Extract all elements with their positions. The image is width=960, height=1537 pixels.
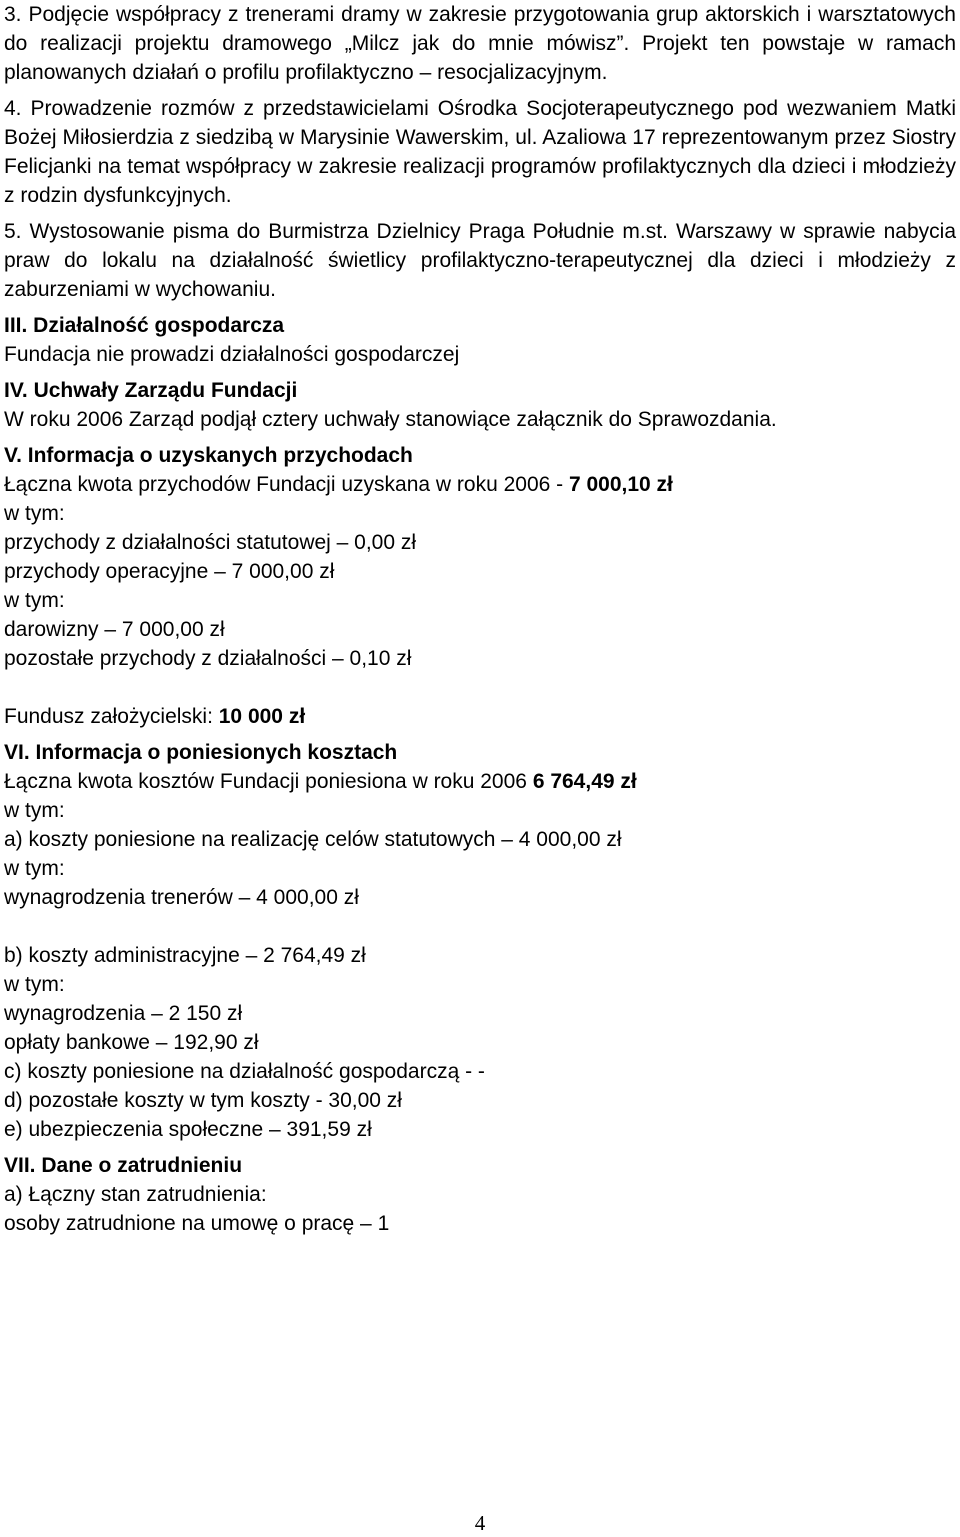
- income-w-tym-1: w tym:: [4, 502, 65, 525]
- cost-total-label: Łączna kwota kosztów Fundacji poniesiona w roku 2006: [4, 770, 533, 793]
- founding-fund: [4, 702, 956, 731]
- cost-b-administrative: b) koszty administracyjne – 2 764,49 zł: [4, 944, 366, 967]
- list-item-4: 4. Prowadzenie rozmów z przedstawicielami Ośrodka Socjoterapeutycznego pod wezwaniem Matki Bożej Miłosierdzia z siedzibą w Marysinie Wawerskim, ul. Azaliowa 17 reprezentowanym przez Siostry Felicjanki na temat współpracy w zakresie realizacji programów profilaktycznych dla dzieci i młodzieży z rodzin dysfunkcyjnych.: [4, 97, 956, 207]
- cost-total: [4, 767, 956, 796]
- income-donations: darowizny – 7 000,00 zł: [4, 618, 225, 641]
- document-page: [4, 0, 956, 1238]
- income-w-tym-2: w tym:: [4, 589, 65, 612]
- founding-fund-value: 10 000 zł: [218, 705, 306, 728]
- cost-w-tym-1: w tym:: [4, 799, 65, 822]
- cost-d-other: d) pozostałe koszty w tym koszty - 30,00 zł: [4, 1089, 402, 1112]
- cost-c-business: c) koszty poniesione na działalność gospodarczą - -: [4, 1060, 485, 1083]
- cost-w-tym-2: w tym:: [4, 857, 65, 880]
- section-3-text: Fundacja nie prowadzi działalności gospodarczej: [4, 343, 460, 366]
- income-statutory: przychody z działalności statutowej – 0,00 zł: [4, 531, 417, 554]
- founding-fund-label: Fundusz założycielski:: [4, 705, 219, 728]
- section-6-heading: VI. Informacja o poniesionych kosztach: [4, 741, 398, 764]
- section-7-heading: VII. Dane o zatrudnieniu: [4, 1154, 243, 1177]
- cost-w-tym-3: w tym:: [4, 973, 65, 996]
- cost-a-statutory: a) koszty poniesione na realizację celów statutowych – 4 000,00 zł: [4, 828, 622, 851]
- income-total-label: Łączna kwota przychodów Fundacji uzyskana w roku 2006 -: [4, 473, 569, 496]
- cost-salaries: wynagrodzenia – 2 150 zł: [4, 1002, 243, 1025]
- cost-trainers: wynagrodzenia trenerów – 4 000,00 zł: [4, 886, 359, 909]
- list-item-3: 3. Podjęcie współpracy z trenerami dramy w zakresie przygotowania grup aktorskich i warsztatowych do realizacji projektu dramowego „Milcz jak do mnie mówisz”. Projekt ten powstaje w ramach planowanych działań o profilu profilaktyczno – resocjalizacyjnym.: [4, 3, 956, 84]
- income-total: [4, 470, 956, 499]
- income-total-value: 7 000,10 zł: [568, 473, 673, 496]
- cost-bank-fees: opłaty bankowe – 192,90 zł: [4, 1031, 259, 1054]
- section-3-heading: III. Działalność gospodarcza: [4, 314, 285, 337]
- section-4-text: W roku 2006 Zarząd podjął cztery uchwały stanowiące załącznik do Sprawozdania.: [4, 408, 777, 431]
- page-number: 4: [474, 1511, 486, 1535]
- employment-a: a) Łączny stan zatrudnienia:: [4, 1183, 267, 1206]
- section-5-heading: V. Informacja o uzyskanych przychodach: [4, 444, 413, 467]
- employment-count: osoby zatrudnione na umowę o pracę – 1: [4, 1212, 390, 1235]
- list-item-5: 5. Wystosowanie pisma do Burmistrza Dzielnicy Praga Południe m.st. Warszawy w sprawie nabycia praw do lokalu na działalność świetlicy profilaktyczno-terapeutycznej dla dzieci i młodzieży z zaburzeniami w wychowaniu.: [4, 220, 956, 301]
- cost-e-insurance: e) ubezpieczenia społeczne – 391,59 zł: [4, 1118, 372, 1141]
- income-operational: przychody operacyjne – 7 000,00 zł: [4, 560, 335, 583]
- cost-total-value: 6 764,49 zł: [532, 770, 637, 793]
- section-4-heading: IV. Uchwały Zarządu Fundacji: [4, 379, 298, 402]
- income-other: pozostałe przychody z działalności – 0,10 zł: [4, 647, 412, 670]
